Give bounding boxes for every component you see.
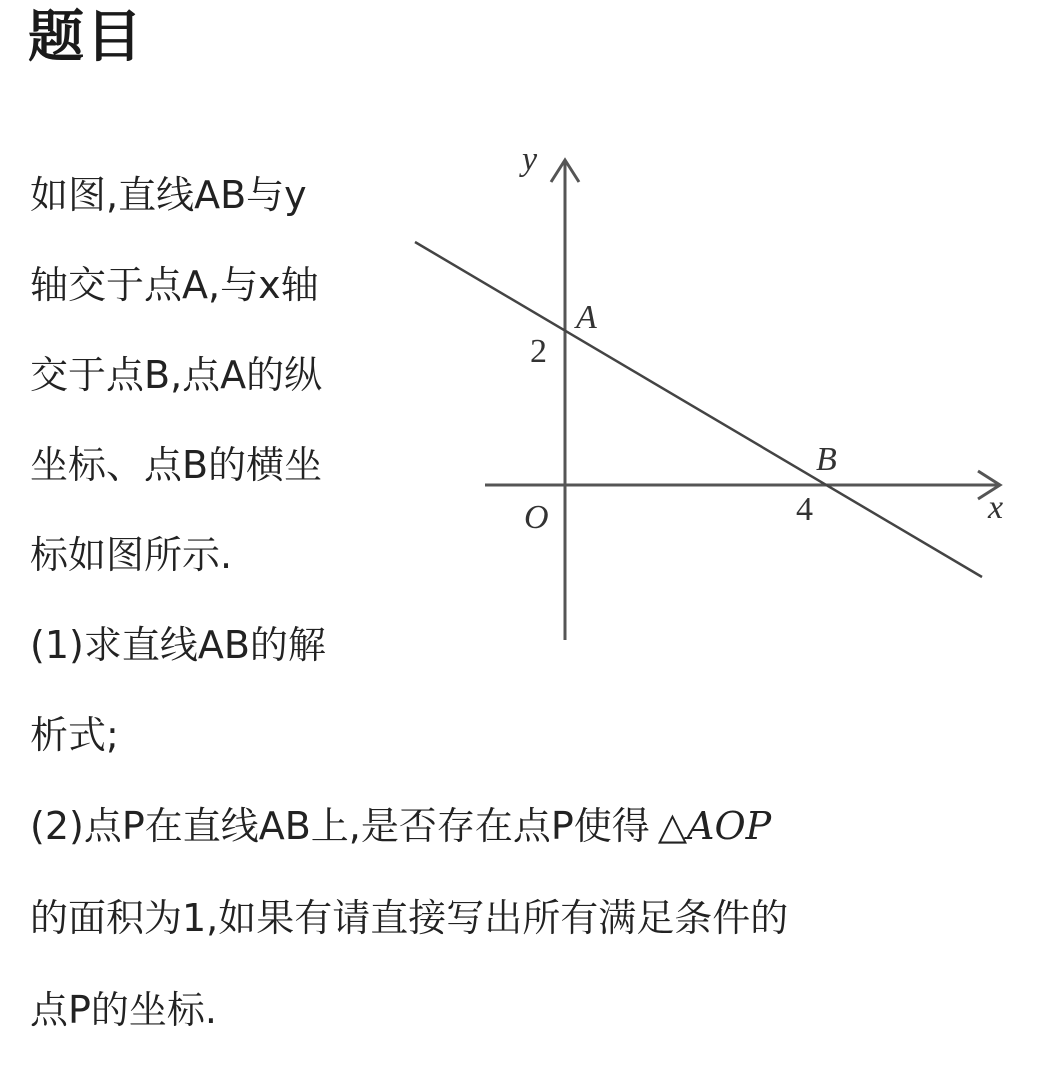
part1-line: (1)求直线AB的解	[30, 623, 326, 667]
point-a-label: A	[576, 299, 597, 336]
problem-line: 标如图所示.	[30, 533, 233, 577]
x-axis-label: x	[988, 489, 1004, 526]
part2-line: 点P的坐标.	[30, 988, 217, 1032]
point-b-x-value: 4	[796, 491, 813, 528]
point-b-label: B	[816, 441, 837, 478]
problem-line: 如图,直线AB与y	[30, 173, 307, 217]
triangle-aop-math: △AOP	[657, 804, 772, 848]
part1-line: 析式;	[30, 713, 119, 757]
problem-line: 坐标、点B的横坐	[30, 443, 323, 487]
origin-label: O	[524, 499, 549, 536]
page-title: 题目	[28, 5, 144, 70]
y-axis-label: y	[522, 141, 538, 178]
problem-line: 轴交于点A,与x轴	[30, 263, 319, 307]
problem-line: 交于点B,点A的纵	[30, 353, 323, 397]
line-ab	[415, 242, 982, 577]
part2-text: (2)点P在直线AB上,是否存在点P使得	[30, 804, 650, 848]
part2-line: 的面积为1,如果有请直接写出所有满足条件的	[30, 896, 789, 940]
point-a-y-value: 2	[530, 333, 547, 370]
